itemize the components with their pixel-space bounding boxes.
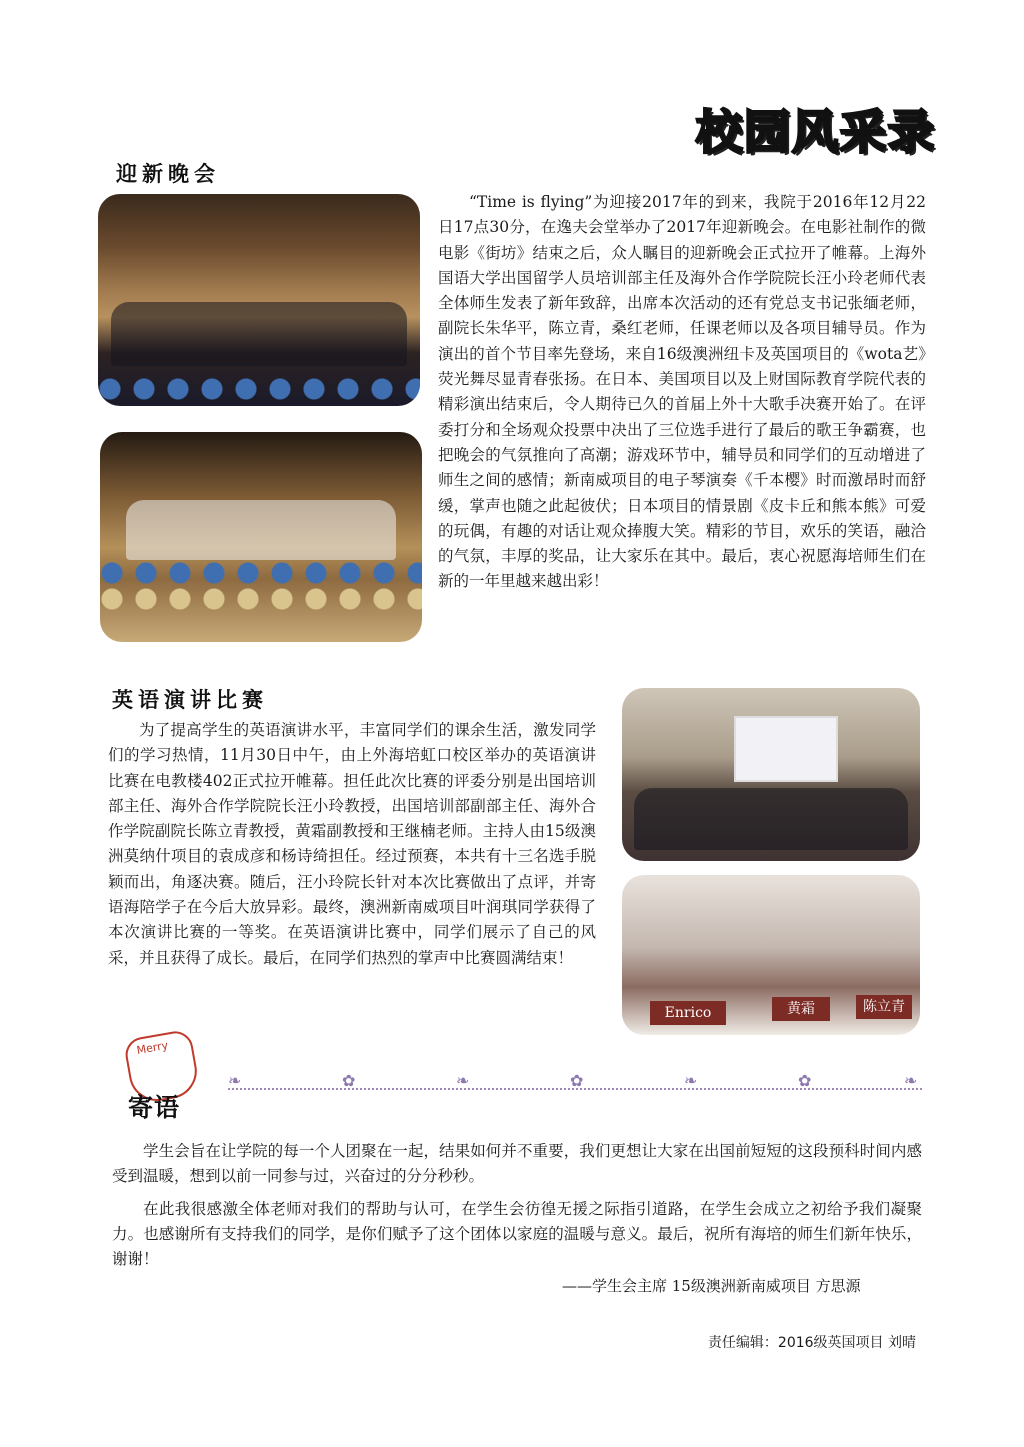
section-title-speech-contest: 英语演讲比赛 [112, 687, 268, 712]
vine-leaf-icon: ❧ [456, 1071, 470, 1090]
signature: ——学生会主席 15级澳洲新南威项目 方思源 [562, 1277, 861, 1295]
vine-leaf-icon: ❧ [228, 1071, 242, 1090]
message-paragraph-1: 学生会旨在让学院的每一个人团聚在一起，结果如何并不重要，我们更想让大家在出国前短短的这段预科时间内感受到温暖，想到以前一同参与过，兴奋过的分分秒秒。 [112, 1142, 922, 1185]
balloon-row-gold [100, 586, 422, 612]
balloon-row [98, 376, 420, 402]
vine-leaf-icon: ✿ [798, 1071, 812, 1090]
performers-silhouette [126, 500, 397, 560]
section1-body: “Time is flying”为迎接2017年的到来，我院于2016年12月22日17点30分，在逸夫会堂举办了2017年迎新晚会。在电影社制作的微电影《街坊》结束之后，众人瞩目的迎新晚会正式拉开了帷幕。上海外国语大学出国留学人员培训部主任及海外合作学院院长汪小玲老师代表全体师生发表了新年致辞，出席本次活动的还有党总支书记张缅老师，副院长朱华平，陈立青，桑红老师，任课老师以及各项目辅导员。作为演出的首个节目率先登场，来自16级澳洲纽卡及英国项目的《wota艺》荧光舞尽显青春张扬。在日本、美国项目以及上财国际教育学院代表的精彩演出结束后，令人期待已久的首届上外十大歌手决赛开始了。在评委打分和全场观众投票中决出了三位选手进行了最后的歌王争霸赛，也把晚会的气氛推向了高潮；游戏环节中，辅导员和同学们的互动增进了师生之间的感情；新南威项目的电子琴演奏《千本樱》时而激昂时而舒缓，掌声也随之此起彼伏；日本项目的情景剧《皮卡丘和熊本熊》可爱的玩偶，有趣的对话让观众捧腹大笑。精彩的节目，欢乐的笑语，融洽的气氛，丰厚的奖品，让大家乐在其中。最后，衷心祝愿海培师生们在新的一年里越来越出彩！ [438, 193, 926, 591]
section2-body: 为了提高学生的英语演讲水平，丰富同学们的课余生活，激发同学们的学习热情，11月30日中午，由上外海培虹口校区举办的英语演讲比赛在电教楼402正式拉开帷幕。担任此次比赛的评委分别是出国培训部主任、海外合作学院院长汪小玲教授，出国培训部副部主任、海外合作学院副院长陈立青教授，黄霜副教授和王继楠老师。主持人由15级澳洲莫纳什项目的袁成彦和杨诗绮担任。经过预赛，本共有十三名选手脱颖而出，角逐决赛。随后，汪小玲院长针对本次比赛做出了点评，并寄语海陪学子在今后大放异彩。最终，澳洲新南威项目叶润琪同学获得了本次演讲比赛的一等奖。在英语演讲比赛中，同学们展示了自己的风采，并且获得了成长。最后，在同学们热烈的掌声中比赛圆满结束！ [108, 721, 596, 967]
stage-group-silhouette [111, 302, 407, 366]
vine-leaf-icon: ❧ [904, 1071, 918, 1090]
message-paragraph-2: 在此我很感激全体老师对我们的帮助与认可，在学生会彷徨无援之际指引道路，在学生会成立之初给予我们凝聚力。也感谢所有支持我们的同学，是你们赋予了这个团体以家庭的温暖与意义。最后，祝所有海培的师生们新年快乐，谢谢！ [112, 1200, 922, 1268]
section-title-message: 寄语 [128, 1093, 181, 1122]
vine-leaf-icon: ❧ [684, 1071, 698, 1090]
nameplate-huang: 黄霜 [772, 997, 830, 1021]
vine-leaf-icon: ✿ [342, 1071, 356, 1090]
masthead-title: 校园风采录 [696, 105, 936, 159]
projector-screen [734, 716, 838, 782]
photo-contest-group [622, 688, 920, 861]
contest-group-silhouette [634, 788, 908, 850]
stocking-label: Merry [135, 1038, 170, 1058]
nameplate-chen: 陈立青 [856, 995, 912, 1019]
photo-party-performers [100, 432, 422, 642]
decorative-vine-divider [228, 1071, 922, 1090]
footer-editor-credit: 责任编辑：2016级英国项目 刘晴 [707, 1335, 916, 1351]
photo-party-group [98, 194, 420, 406]
vine-leaf-icon: ✿ [570, 1071, 584, 1090]
photo-contest-judges [622, 875, 920, 1035]
balloon-row-blue [100, 560, 422, 586]
nameplate-enrico: Enrico [650, 1001, 726, 1025]
section-title-welcome-party: 迎新晚会 [116, 161, 220, 186]
